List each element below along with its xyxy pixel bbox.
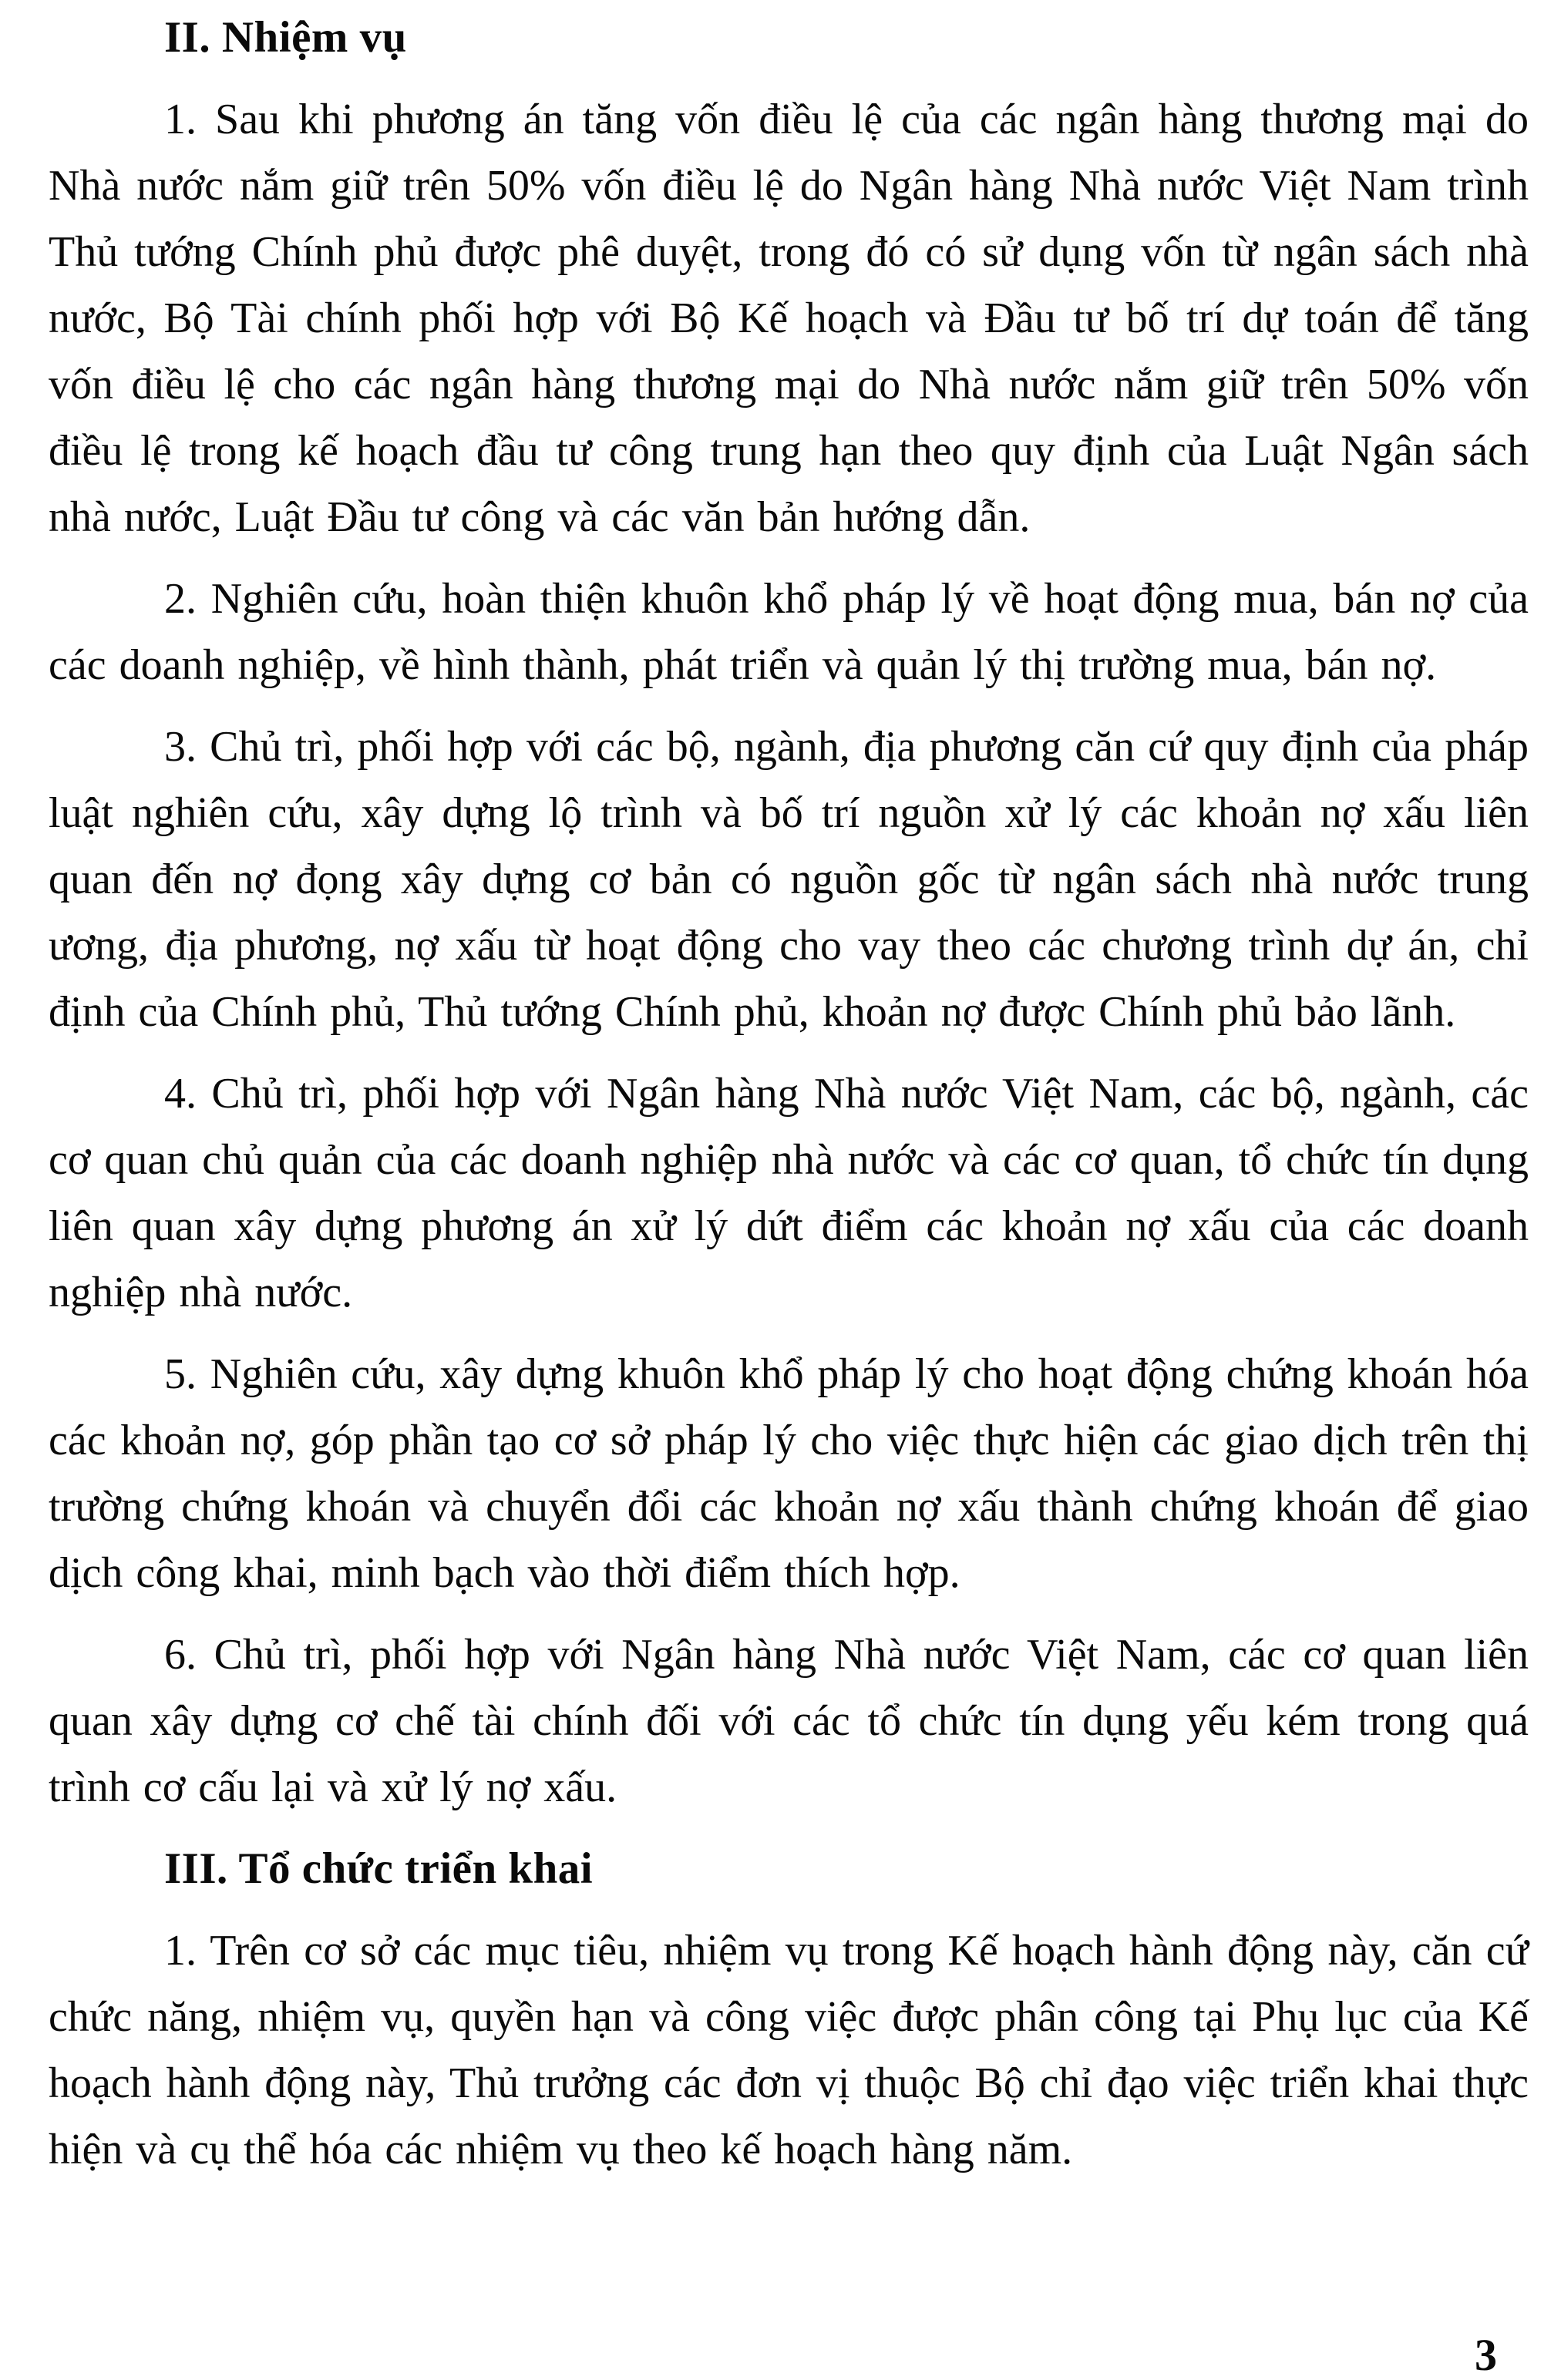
page-number-partial [1475,2328,1521,2380]
paragraph-ii-4: 4. Chủ trì, phối hợp với Ngân hàng Nhà nước Việt Nam, các bộ, ngành, các cơ quan chủ quản của các doanh nghiệp nhà nước và các cơ quan, tổ chức tín dụng liên quan xây dựng phương án xử lý dứt điểm các khoản nợ xấu của các doanh nghiệp nhà nước. [49,1070,1529,1316]
paragraph-ii-1: 1. Sau khi phương án tăng vốn điều lệ của các ngân hàng thương mại do Nhà nước nắm giữ trên 50% vốn điều lệ do Ngân hàng Nhà nước Việt Nam trình Thủ tướng Chính phủ được phê duyệt, trong đó có sử dụng vốn từ ngân sách nhà nước, Bộ Tài chính phối hợp với Bộ Kế hoạch và Đầu tư bố trí dự toán để tăng vốn điều lệ cho các ngân hàng thương mại do Nhà nước nắm giữ trên 50% vốn điều lệ trong kế hoạch đầu tư công trung hạn theo quy định của Luật Ngân sách nhà nước, Luật Đầu tư công và các văn bản hướng dẫn. [49,96,1529,541]
page-number-digit: 3 [1475,2330,1497,2380]
paragraph-iii-1: 1. Trên cơ sở các mục tiêu, nhiệm vụ trong Kế hoạch hành động này, căn cứ chức năng, nhiệm vụ, quyền hạn và công việc được phân công tại Phụ lục của Kế hoạch hành động này, Thủ trưởng các đơn vị thuộc Bộ chỉ đạo việc triển khai thực hiện và cụ thể hóa các nhiệm vụ theo kế hoạch hàng năm. [49,1927,1529,2173]
paragraph-ii-2: 2. Nghiên cứu, hoàn thiện khuôn khổ pháp lý về hoạt động mua, bán nợ của các doanh nghiệp, về hình thành, phát triển và quản lý thị trường mua, bán nợ. [49,575,1529,689]
section-heading-nhiem-vu: II. Nhiệm vụ [164,13,407,62]
paragraph-ii-3: 3. Chủ trì, phối hợp với các bộ, ngành, địa phương căn cứ quy định của pháp luật nghiên cứu, xây dựng lộ trình và bố trí nguồn xử lý các khoản nợ xấu liên quan đến nợ đọng xây dựng cơ bản có nguồn gốc từ ngân sách nhà nước trung ương, địa phương, nợ xấu từ hoạt động cho vay theo các chương trình dự án, chỉ định của Chính phủ, Thủ tướng Chính phủ, khoản nợ được Chính phủ bảo lãnh. [49,723,1529,1036]
paragraph-ii-6: 6. Chủ trì, phối hợp với Ngân hàng Nhà nước Việt Nam, các cơ quan liên quan xây dựng cơ chế tài chính đối với các tổ chức tín dụng yếu kém trong quá trình cơ cấu lại và xử lý nợ xấu. [49,1631,1529,1811]
paragraph-ii-5: 5. Nghiên cứu, xây dựng khuôn khổ pháp lý cho hoạt động chứng khoán hóa các khoản nợ, góp phần tạo cơ sở pháp lý cho việc thực hiện các giao dịch trên thị trường chứng khoán và chuyển đổi các khoản nợ xấu thành chứng khoán để giao dịch công khai, minh bạch vào thời điểm thích hợp. [49,1350,1529,1597]
section-heading-to-chuc-trien-khai: III. Tổ chức triển khai [164,1844,594,1893]
